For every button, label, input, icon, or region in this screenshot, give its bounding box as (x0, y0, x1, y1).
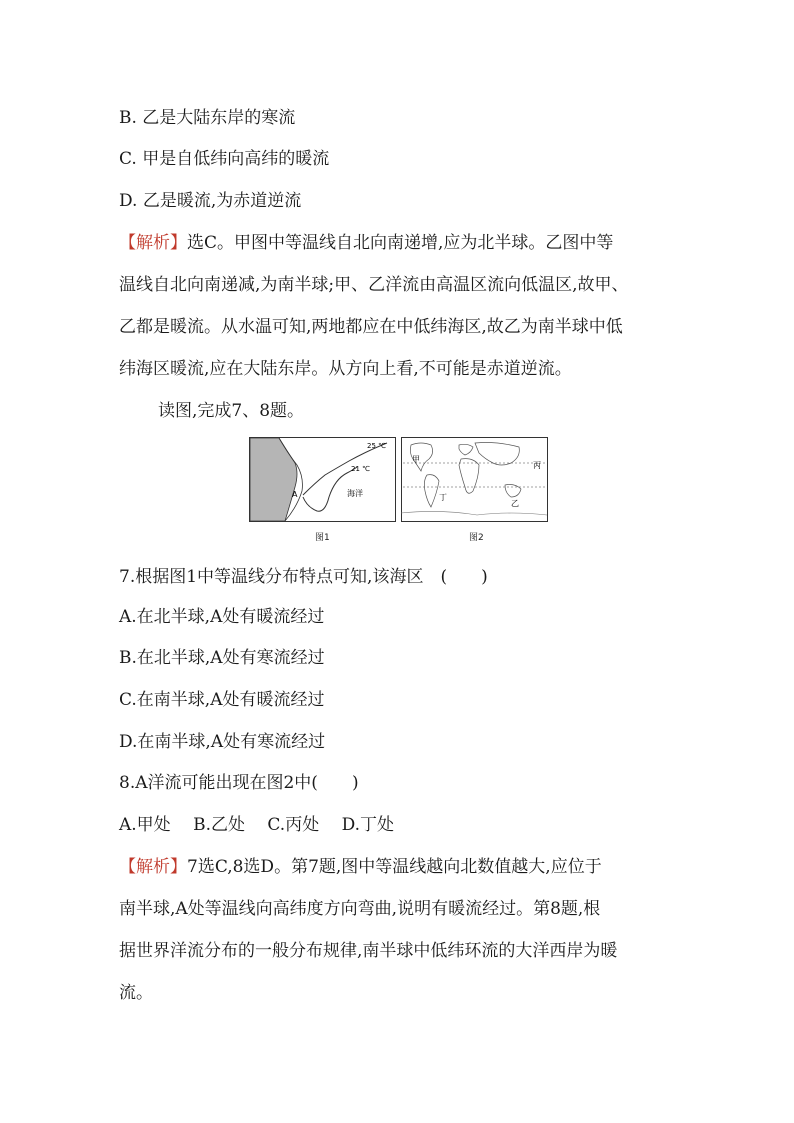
isotherm-21-label: 21 ℃ (351, 465, 370, 473)
analysis-tag: 【解析】 (119, 233, 187, 253)
q7-option-a: A.在北半球,A处有暖流经过 (119, 607, 325, 627)
q7-option-d: D.在南半球,A处有寒流经过 (119, 732, 326, 752)
analysis2-tag: 【解析】 (119, 857, 187, 877)
q6-analysis-line-1 (119, 232, 613, 254)
analysis2-line-4: 流。 (119, 983, 153, 1003)
figure-2-caption: 图2 (469, 533, 484, 543)
figure-1-caption: 图1 (315, 533, 330, 543)
map-label-yi: 乙 (511, 499, 519, 508)
figure-2-frame (402, 438, 548, 522)
figure-2-map (401, 437, 551, 527)
map-label-bing: 丙 (533, 461, 541, 470)
analysis-text: 选C。甲图中等温线自北向南递增,应为北半球。乙图中等 (187, 233, 614, 253)
analysis2-line-1 (119, 856, 602, 878)
isotherm-25-label: 25 ℃ (367, 442, 386, 450)
q7-option-b: B.在北半球,A处有寒流经过 (119, 648, 325, 668)
figure-area (249, 437, 549, 545)
map-label-jia: 甲 (412, 455, 420, 464)
analysis2-line-2: 南半球,A处等温线向高纬度方向弯曲,说明有暖流经过。第8题,根 (119, 899, 601, 919)
analysis2-line-3: 据世界洋流分布的一般分布规律,南半球中低纬环流的大洋西岸为暖 (119, 941, 618, 961)
map-label-ding: 丁 (439, 493, 447, 502)
q6-analysis-line-2: 温线自北向南递减,为南半球;甲、乙洋流由高温区流向低温区,故甲、 (119, 275, 629, 295)
point-a-label: A (292, 490, 298, 499)
ocean-label: 海洋 (347, 489, 363, 498)
q8-stem: 8.A洋流可能出现在图2中( ) (119, 773, 359, 793)
q6-analysis-line-3: 乙都是暖流。从水温可知,两地都应在中低纬海区,故乙为南半球中低 (119, 317, 623, 337)
q6-analysis-line-4: 纬海区暖流,应在大陆东岸。从方向上看,不可能是赤道逆流。 (119, 359, 572, 379)
q7-stem: 7.根据图1中等温线分布特点可知,该海区 ( ) (119, 567, 488, 587)
q6-option-c: C. 甲是自低纬向高纬的暖流 (119, 149, 330, 169)
q6-option-b: B. 乙是大陆东岸的寒流 (119, 108, 296, 128)
reading-intro: 读图,完成7、8题。 (158, 401, 305, 421)
q7-option-c: C.在南半球,A处有暖流经过 (119, 690, 325, 710)
q8-options: A.甲处 B.乙处 C.丙处 D.丁处 (119, 815, 395, 835)
analysis2-text: 7选C,8选D。第7题,图中等温线越向北数值越大,应位于 (187, 857, 602, 877)
q6-option-d: D. 乙是暖流,为赤道逆流 (119, 191, 302, 211)
